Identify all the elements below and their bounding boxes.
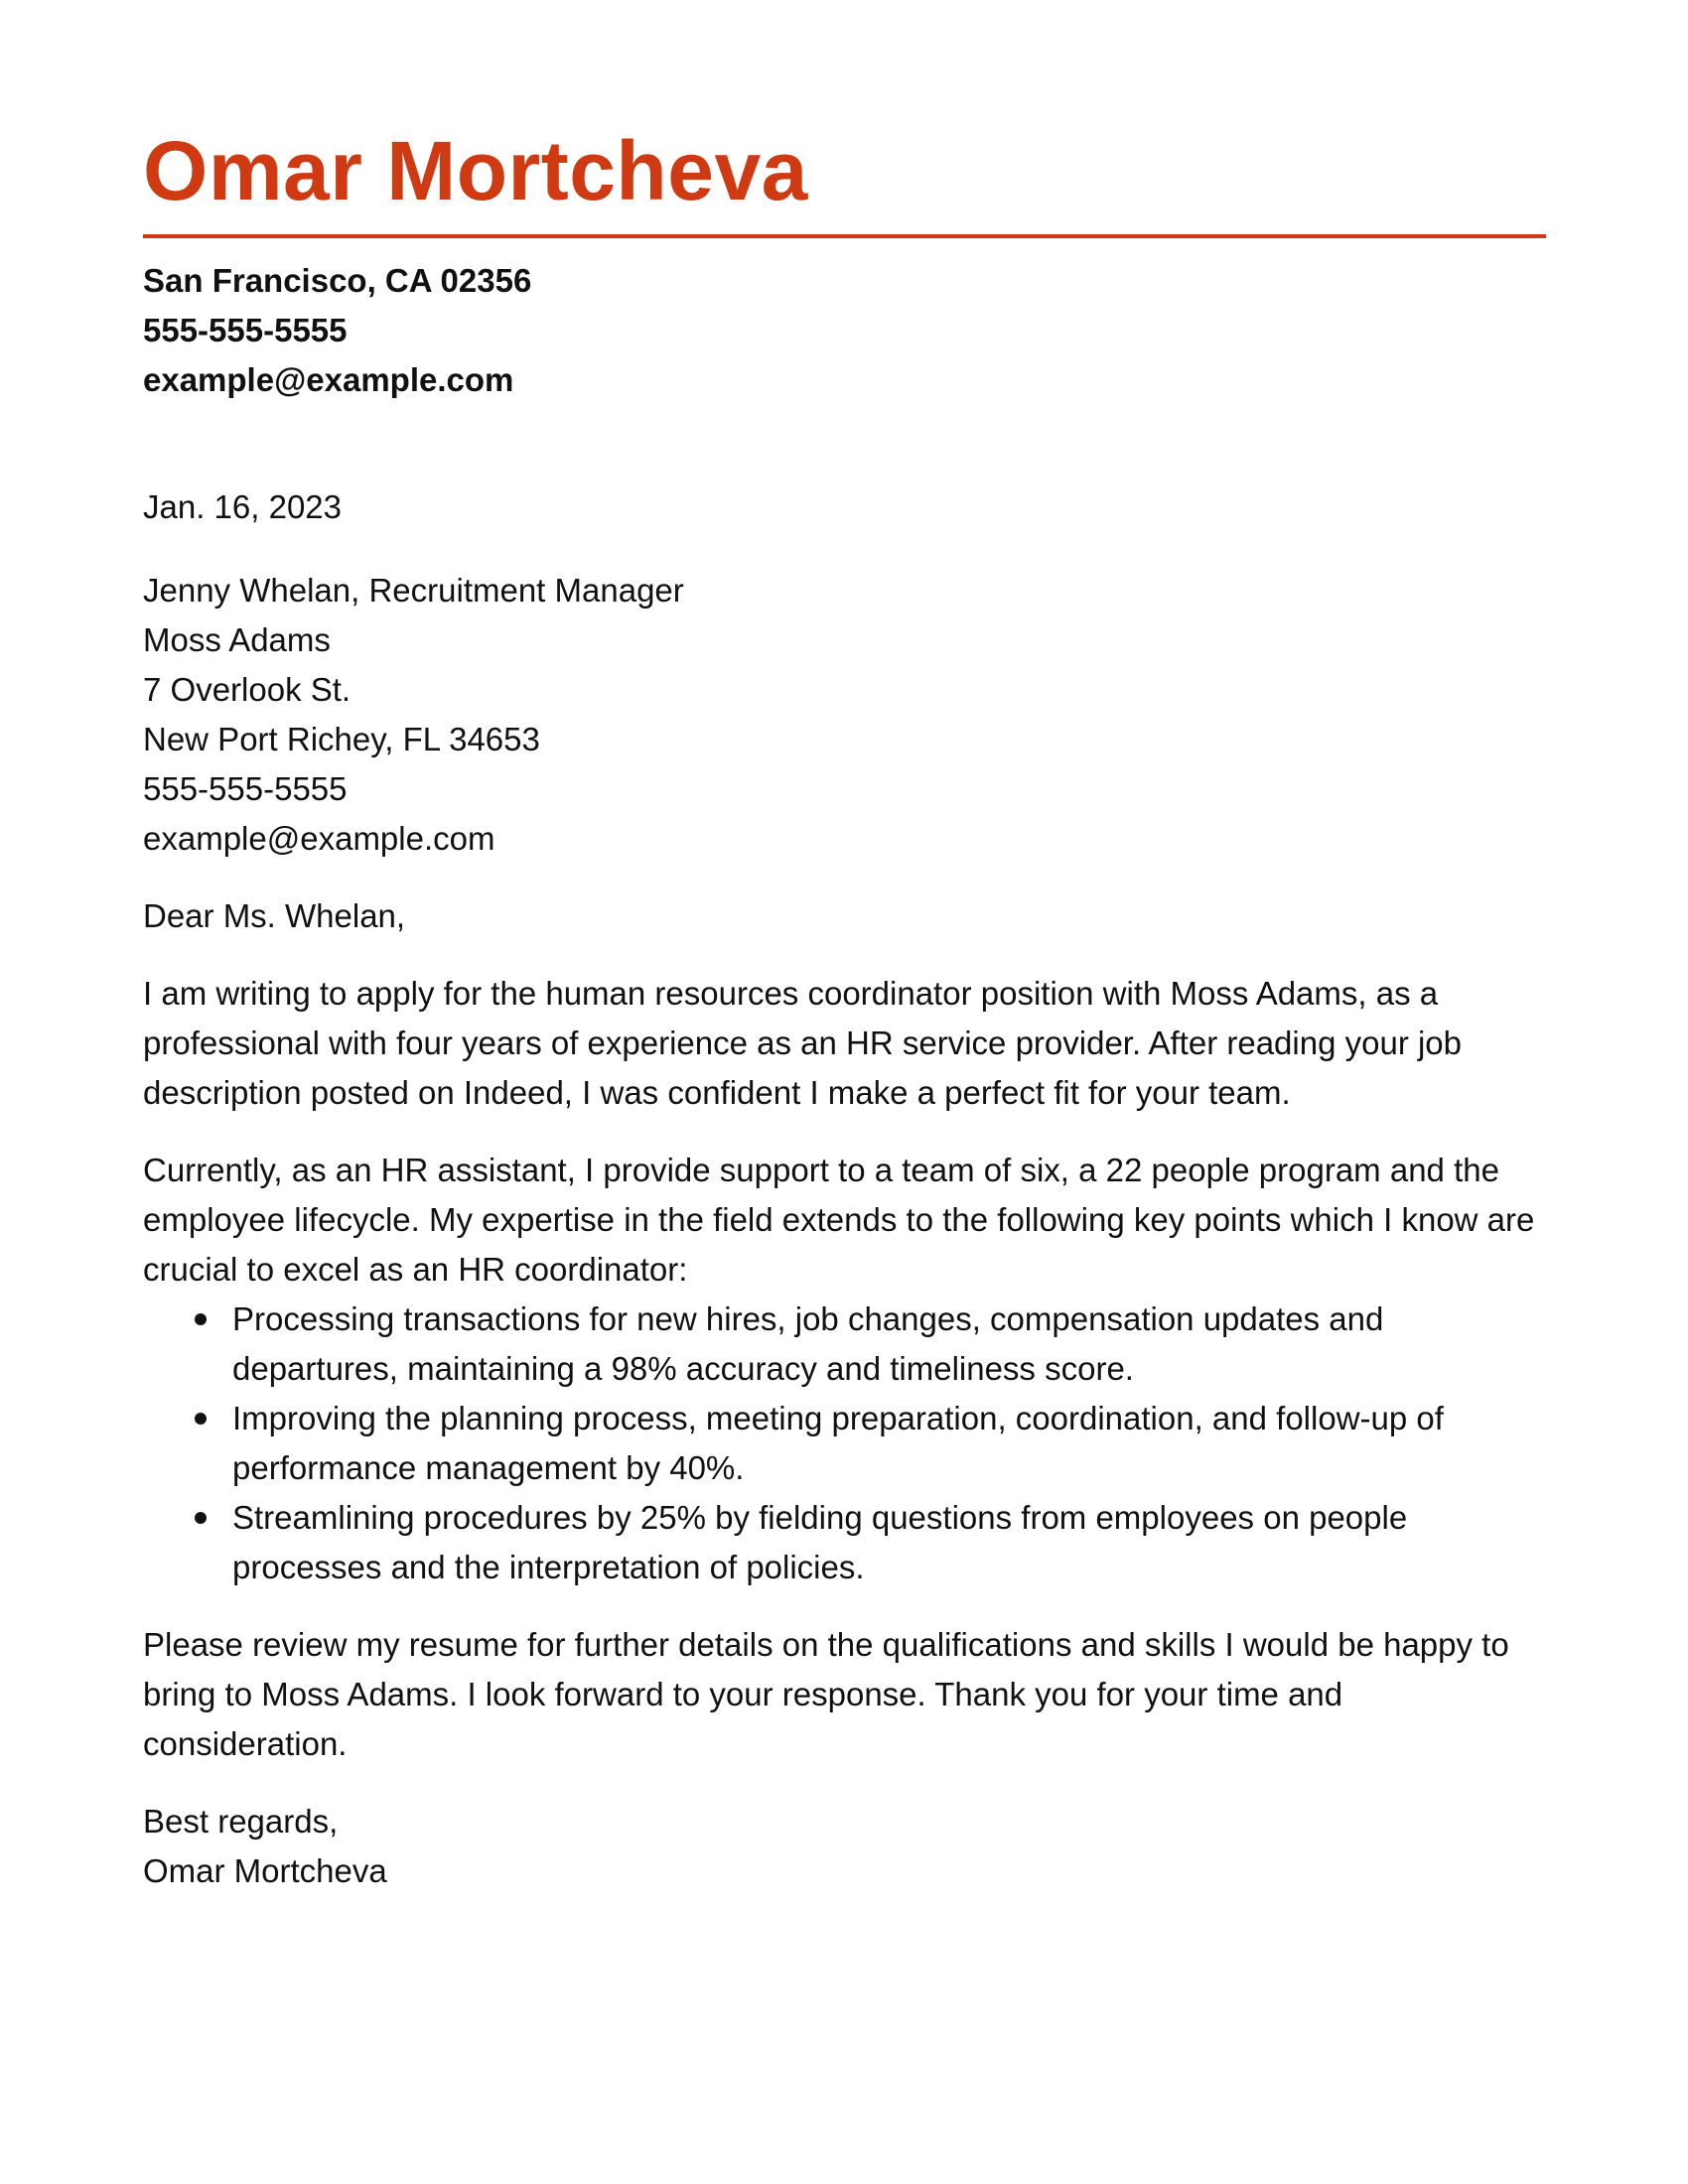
recipient-city-line: New Port Richey, FL 34653 — [143, 721, 540, 757]
list-item-text: Improving the planning process, meeting preparation, coordination, and follow-up of performance management by 40%. — [232, 1400, 1444, 1486]
recipient-address-block — [143, 566, 1551, 864]
list-item — [232, 1394, 1546, 1493]
sender-email: example@example.com — [143, 361, 514, 398]
recipient-email: example@example.com — [143, 820, 495, 857]
bullet-icon — [195, 1313, 207, 1325]
recipient-phone: 555-555-5555 — [143, 770, 348, 807]
salutation: Dear Ms. Whelan, — [143, 897, 406, 934]
closing-block — [143, 1797, 1551, 1896]
list-item — [232, 1295, 1546, 1394]
body-paragraph-1: I am writing to apply for the human resources coordinator position with Moss Adams, as a professional with four years of experience as an HR service provider. After reading your job description posted on Indeed, I was confident I make a perfect fit for your team. — [143, 975, 1463, 1111]
body-paragraph-3: Please review my resume for further details on the qualifications and skills I would be happy to bring to Moss Adams. I look forward to your response. Thank you for your time and consideration. — [143, 1626, 1509, 1762]
list-item-text: Streamlining procedures by 25% by fielding questions from employees on people processes and the interpretation of policies. — [232, 1499, 1408, 1585]
recipient-street: 7 Overlook St. — [143, 671, 352, 708]
sender-name: Omar Mortcheva — [143, 124, 808, 217]
sender-phone: 555-555-5555 — [143, 312, 348, 348]
signature-name: Omar Mortcheva — [143, 1852, 387, 1889]
sender-city-line: San Francisco, CA 02356 — [143, 262, 532, 299]
header-divider — [143, 234, 1546, 238]
list-item — [232, 1493, 1546, 1592]
bullet-icon — [195, 1512, 207, 1524]
list-item-text: Processing transactions for new hires, job changes, compensation updates and departures, maintaining a 98% accuracy and timeliness score. — [232, 1300, 1384, 1387]
sign-off: Best regards, — [143, 1803, 339, 1840]
sender-contact-block — [143, 256, 1551, 405]
body-paragraph-2: Currently, as an HR assistant, I provide support to a team of six, a 22 people program and the employee lifecycle. My expertise in the field extends to the following key points which I know are crucial to excel as an HR coordinator: — [143, 1152, 1535, 1288]
key-points-list — [143, 1295, 1546, 1592]
recipient-company: Moss Adams — [143, 621, 331, 658]
bullet-icon — [195, 1413, 207, 1425]
recipient-name-title: Jenny Whelan, Recruitment Manager — [143, 572, 684, 609]
letter-date: Jan. 16, 2023 — [143, 488, 342, 525]
